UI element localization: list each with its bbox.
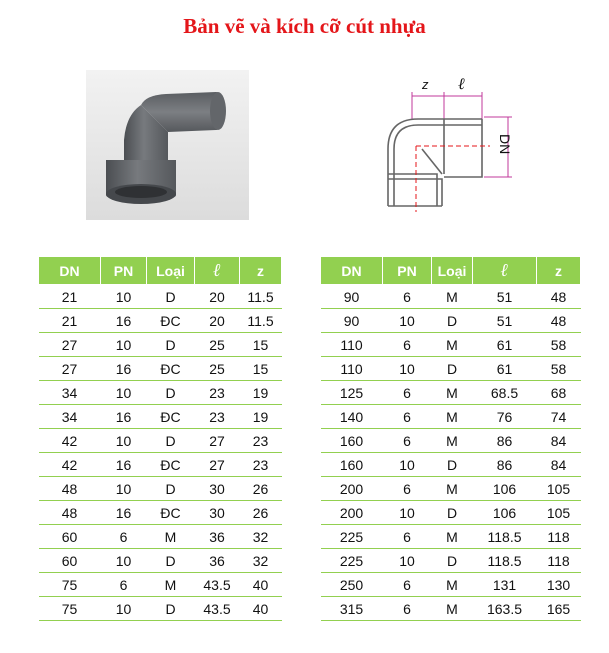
- cell-pn: 16: [101, 357, 147, 381]
- cell-z: 48: [537, 309, 581, 333]
- cell-z: 130: [537, 573, 581, 597]
- cell-pn: 6: [383, 525, 432, 549]
- cell-dn: 90: [321, 309, 383, 333]
- cell-dn: 48: [39, 501, 101, 525]
- cell-l: 76: [473, 405, 537, 429]
- header-pn: PN: [101, 257, 147, 285]
- table-row: [39, 597, 282, 621]
- cell-l: 86: [473, 429, 537, 453]
- cell-pn: 10: [101, 381, 147, 405]
- cell-type: ĐC: [147, 501, 195, 525]
- cell-pn: 6: [383, 333, 432, 357]
- label-dn: DN: [497, 134, 513, 155]
- cell-z: 68: [537, 381, 581, 405]
- table-row: [321, 573, 581, 597]
- cell-z: 165: [537, 597, 581, 621]
- cell-dn: 125: [321, 381, 383, 405]
- table-row: [321, 501, 581, 525]
- cell-pn: 6: [383, 597, 432, 621]
- cell-pn: 16: [101, 453, 147, 477]
- cell-l: 61: [473, 333, 537, 357]
- cell-type: D: [432, 549, 473, 573]
- cell-pn: 6: [383, 429, 432, 453]
- cell-dn: 75: [39, 573, 101, 597]
- cell-l: 25: [195, 333, 240, 357]
- cell-z: 105: [537, 477, 581, 501]
- table-row: [321, 525, 581, 549]
- table-row: [321, 453, 581, 477]
- cell-l: 36: [195, 525, 240, 549]
- cell-pn: 10: [383, 549, 432, 573]
- table-row: [39, 477, 282, 501]
- table-row: [321, 477, 581, 501]
- cell-z: 26: [240, 477, 282, 501]
- cell-z: 15: [240, 357, 282, 381]
- cell-pn: 6: [383, 285, 432, 309]
- cell-dn: 27: [39, 333, 101, 357]
- cell-z: 84: [537, 429, 581, 453]
- cell-dn: 225: [321, 549, 383, 573]
- cell-type: M: [432, 381, 473, 405]
- cell-dn: 110: [321, 333, 383, 357]
- cell-l: 20: [195, 309, 240, 333]
- cell-z: 74: [537, 405, 581, 429]
- cell-z: 40: [240, 597, 282, 621]
- table-row: [321, 549, 581, 573]
- cell-z: 84: [537, 453, 581, 477]
- cell-l: 106: [473, 501, 537, 525]
- cell-type: M: [432, 429, 473, 453]
- cell-dn: 315: [321, 597, 383, 621]
- cell-z: 105: [537, 501, 581, 525]
- cell-dn: 34: [39, 381, 101, 405]
- cell-l: 163.5: [473, 597, 537, 621]
- cell-l: 30: [195, 477, 240, 501]
- header-type: Loại: [432, 257, 473, 285]
- cell-z: 58: [537, 333, 581, 357]
- cell-dn: 34: [39, 405, 101, 429]
- table-header-row: [321, 257, 581, 285]
- cell-dn: 140: [321, 405, 383, 429]
- cell-type: D: [147, 429, 195, 453]
- cell-dn: 42: [39, 453, 101, 477]
- cell-type: D: [147, 381, 195, 405]
- table-row: [321, 285, 581, 309]
- cell-l: 23: [195, 381, 240, 405]
- cell-type: M: [432, 405, 473, 429]
- cell-type: ĐC: [147, 357, 195, 381]
- spec-table-right: [320, 256, 581, 621]
- cell-pn: 16: [101, 405, 147, 429]
- cell-z: 23: [240, 429, 282, 453]
- cell-type: D: [432, 309, 473, 333]
- table-row: [39, 333, 282, 357]
- header-pn: PN: [383, 257, 432, 285]
- cell-type: M: [147, 573, 195, 597]
- cell-dn: 75: [39, 597, 101, 621]
- cell-z: 11.5: [240, 285, 282, 309]
- cell-dn: 60: [39, 525, 101, 549]
- cell-z: 40: [240, 573, 282, 597]
- page-title: Bản vẽ và kích cỡ cút nhựa: [183, 14, 426, 38]
- cell-pn: 6: [383, 477, 432, 501]
- table-row: [321, 429, 581, 453]
- cell-l: 68.5: [473, 381, 537, 405]
- cell-l: 118.5: [473, 525, 537, 549]
- cell-dn: 60: [39, 549, 101, 573]
- cell-dn: 160: [321, 429, 383, 453]
- elbow-outline: [388, 119, 482, 206]
- cell-dn: 160: [321, 453, 383, 477]
- cell-type: ĐC: [147, 405, 195, 429]
- cell-z: 19: [240, 405, 282, 429]
- table-row: [39, 501, 282, 525]
- cell-l: 20: [195, 285, 240, 309]
- table-row: [39, 285, 282, 309]
- cell-pn: 10: [101, 285, 147, 309]
- cell-type: D: [432, 357, 473, 381]
- cell-type: D: [432, 501, 473, 525]
- cell-l: 30: [195, 501, 240, 525]
- cell-type: M: [432, 333, 473, 357]
- header-z: z: [537, 257, 581, 285]
- cell-l: 27: [195, 429, 240, 453]
- table-row: [39, 381, 282, 405]
- cell-type: ĐC: [147, 309, 195, 333]
- elbow-end-right: [210, 92, 226, 130]
- cell-z: 23: [240, 453, 282, 477]
- table-row: [39, 309, 282, 333]
- table-row: [321, 333, 581, 357]
- cell-l: 118.5: [473, 549, 537, 573]
- cell-dn: 21: [39, 309, 101, 333]
- cell-dn: 250: [321, 573, 383, 597]
- cell-type: D: [147, 285, 195, 309]
- cell-l: 61: [473, 357, 537, 381]
- cell-pn: 10: [101, 597, 147, 621]
- cell-dn: 27: [39, 357, 101, 381]
- cell-dn: 42: [39, 429, 101, 453]
- cell-z: 32: [240, 525, 282, 549]
- table-row: [39, 405, 282, 429]
- cell-dn: 110: [321, 357, 383, 381]
- cell-dn: 200: [321, 477, 383, 501]
- header-dn: DN: [321, 257, 383, 285]
- cell-dn: 200: [321, 501, 383, 525]
- table-row: [321, 381, 581, 405]
- cell-dn: 90: [321, 285, 383, 309]
- header-z: z: [240, 257, 282, 285]
- table-row: [39, 453, 282, 477]
- elbow-bore: [115, 186, 167, 198]
- cell-type: D: [147, 549, 195, 573]
- cell-z: 32: [240, 549, 282, 573]
- cell-type: M: [432, 597, 473, 621]
- cell-pn: 16: [101, 309, 147, 333]
- cell-type: M: [432, 285, 473, 309]
- table-row: [39, 429, 282, 453]
- cell-l: 51: [473, 309, 537, 333]
- cell-l: 43.5: [195, 573, 240, 597]
- cell-type: D: [147, 333, 195, 357]
- cell-l: 51: [473, 285, 537, 309]
- cell-z: 118: [537, 525, 581, 549]
- cell-l: 106: [473, 477, 537, 501]
- cell-z: 26: [240, 501, 282, 525]
- cell-pn: 16: [101, 501, 147, 525]
- cell-l: 43.5: [195, 597, 240, 621]
- cell-z: 48: [537, 285, 581, 309]
- cell-pn: 10: [101, 429, 147, 453]
- cell-pn: 10: [383, 501, 432, 525]
- spec-table-left: [38, 256, 282, 621]
- cell-pn: 10: [101, 477, 147, 501]
- table-row: [321, 357, 581, 381]
- header-dn: DN: [39, 257, 101, 285]
- cell-l: 86: [473, 453, 537, 477]
- table-header-row: [39, 257, 282, 285]
- header-l: ℓ: [195, 257, 240, 285]
- cell-pn: 10: [101, 549, 147, 573]
- cell-type: D: [147, 597, 195, 621]
- cell-dn: 225: [321, 525, 383, 549]
- cell-type: ĐC: [147, 453, 195, 477]
- cell-type: M: [432, 477, 473, 501]
- cell-pn: 10: [383, 453, 432, 477]
- table-row: [39, 525, 282, 549]
- table-row: [321, 309, 581, 333]
- cell-l: 131: [473, 573, 537, 597]
- table-row: [321, 405, 581, 429]
- cell-pn: 6: [383, 573, 432, 597]
- table-row: [39, 573, 282, 597]
- cell-l: 25: [195, 357, 240, 381]
- cell-pn: 6: [101, 573, 147, 597]
- cell-dn: 21: [39, 285, 101, 309]
- label-z: z: [422, 77, 429, 92]
- cell-z: 15: [240, 333, 282, 357]
- cell-type: M: [432, 525, 473, 549]
- header-type: Loại: [147, 257, 195, 285]
- header-l: ℓ: [473, 257, 537, 285]
- cell-dn: 48: [39, 477, 101, 501]
- elbow-photo: [86, 70, 249, 220]
- cell-type: D: [432, 453, 473, 477]
- elbow-drawing: [372, 74, 522, 214]
- cell-pn: 10: [383, 357, 432, 381]
- cell-pn: 6: [101, 525, 147, 549]
- cell-type: D: [147, 477, 195, 501]
- cell-z: 19: [240, 381, 282, 405]
- table-row: [321, 597, 581, 621]
- cell-pn: 6: [383, 405, 432, 429]
- cell-pn: 10: [101, 333, 147, 357]
- cell-pn: 10: [383, 309, 432, 333]
- cell-z: 58: [537, 357, 581, 381]
- dimension-lines: [412, 92, 512, 177]
- cell-z: 118: [537, 549, 581, 573]
- cell-l: 23: [195, 405, 240, 429]
- table-row: [39, 549, 282, 573]
- cell-l: 27: [195, 453, 240, 477]
- cell-z: 11.5: [240, 309, 282, 333]
- cell-l: 36: [195, 549, 240, 573]
- cell-type: M: [432, 573, 473, 597]
- cell-pn: 6: [383, 381, 432, 405]
- table-row: [39, 357, 282, 381]
- cell-type: M: [147, 525, 195, 549]
- label-l: ℓ: [458, 76, 465, 93]
